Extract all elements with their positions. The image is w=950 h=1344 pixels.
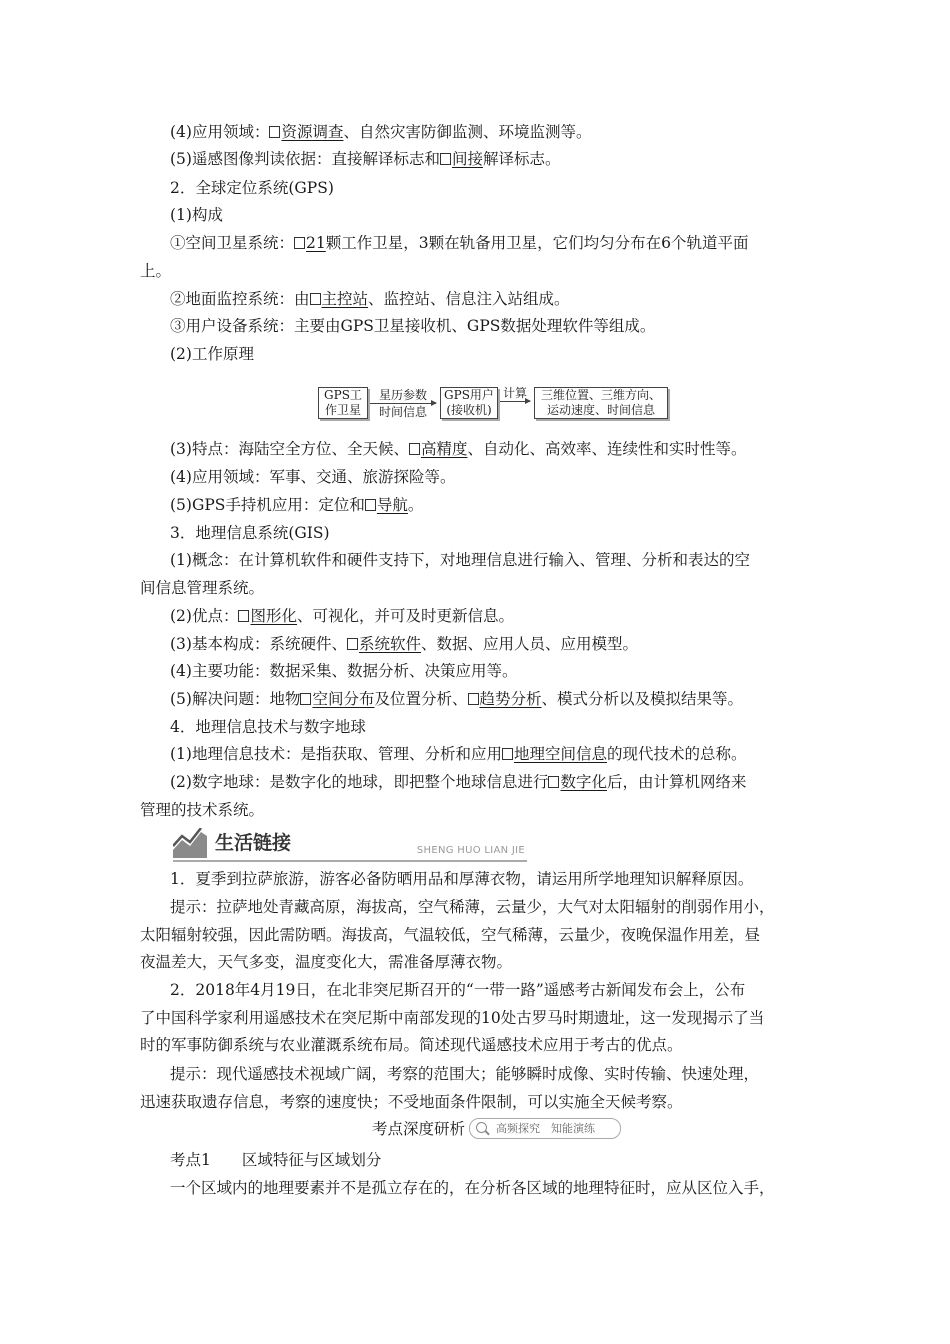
text-line: ②地面监控系统：由 主控站、监控站、信息注入站组成。	[170, 290, 570, 308]
answer-line: 迅速获取遗存信息，考察的速度快；不受地面条件限制，可以实施全天候考察。	[140, 1093, 683, 1111]
question-line: 了中国科学家利用遥感技术在突尼斯中南部发现的10处古罗马时期遗址，这一发现揭示了当	[140, 1009, 765, 1027]
question-line: 2．2018年4月19日，在北非突尼斯召开的“一带一路”遥感考古新闻发布会上，公布	[170, 981, 746, 999]
text-line: (2)优点： 图形化、可视化，并可及时更新信息。	[170, 607, 514, 625]
text-line: (5)解决问题：地物 空间分布及位置分析、 趋势分析、模式分析以及模拟结果等。	[170, 690, 744, 708]
text-line: 管理的技术系统。	[140, 801, 265, 819]
banner-title: 生活链接	[215, 832, 292, 854]
fill-blank-answer: 资源调查	[281, 123, 344, 141]
blank-box-icon	[347, 638, 358, 650]
text-line: (4)应用领域：军事、交通、旅游探险等。	[170, 468, 456, 486]
gps-satellite-node: GPS工 作卫星	[318, 387, 368, 419]
fill-blank-answer: 数字化	[560, 773, 607, 791]
arrow-label-ephemeris: 星历参数	[378, 388, 427, 402]
fill-blank-answer: 导航	[376, 496, 408, 514]
life-link-banner	[173, 826, 527, 862]
blank-box-icon	[548, 776, 559, 788]
blank-box-icon	[294, 237, 305, 249]
gps-receiver-node: GPS用户 (接收机)	[440, 387, 498, 419]
search-icon	[476, 1122, 487, 1133]
blank-box-icon	[502, 748, 513, 760]
text-line: 上。	[140, 262, 172, 280]
fill-blank-answer: 图形化	[250, 607, 297, 625]
blank-box-icon	[300, 693, 311, 705]
fill-blank-answer: 间接	[451, 150, 483, 168]
text-line: (3)特点：海陆空全方位、全天候、 高精度、自动化、高效率、连续性和实时性等。	[170, 440, 747, 458]
question-line: 1．夏季到拉萨旅游，游客必备防晒用品和厚薄衣物，请运用所学地理知识解释原因。	[170, 870, 754, 888]
fill-blank-answer: 空间分布	[312, 690, 375, 708]
fill-blank-answer: 系统软件	[358, 635, 421, 653]
text-line: (3)基本构成：系统硬件、 系统软件、数据、应用人员、应用模型。	[170, 635, 638, 653]
answer-line: 提示：拉萨地处青藏高原，海拔高，空气稀薄，云量少，大气对太阳辐射的削弱作用小，	[170, 898, 775, 916]
answer-line: 提示：现代遥感技术视域广阔，考察的范围大；能够瞬时成像、实时传输、快速处理，	[170, 1065, 760, 1083]
text-line: 间信息管理系统。	[140, 579, 265, 597]
blank-box-icon	[238, 610, 249, 622]
arrow-label-time: 时间信息	[378, 405, 427, 419]
blank-box-icon	[468, 693, 479, 705]
section-pill: 高频探究 知能演练	[469, 1118, 621, 1139]
topic-heading: 考点1 区域特征与区域划分	[170, 1151, 382, 1169]
blank-box-icon	[409, 443, 420, 455]
question-line: 时的军事防御系统与农业灌溉系统布局。简述现代遥感技术应用于考古的优点。	[140, 1036, 683, 1054]
text-line: (1)地理信息技术：是指获取、管理、分析和应用 地理空间信息的现代技术的总称。	[170, 745, 747, 763]
arrow-label-compute: 计算	[502, 386, 527, 400]
text-line: ①空间卫星系统： 21颗工作卫星，3颗在轨备用卫星，它们均匀分布在6个轨道平面	[170, 234, 749, 252]
fill-blank-answer: 21	[306, 234, 326, 252]
subheading: 4．地理信息技术与数字地球	[170, 718, 366, 736]
gps-output-node: 三维位置、三维方向、 运动速度、时间信息	[534, 387, 668, 419]
banner-subtitle: SHENG HUO LIAN JIE	[416, 845, 525, 856]
text-line: (4)应用领域： 资源调查、自然灾害防御监测、环境监测等。	[170, 123, 592, 141]
answer-line: 夜温差大，天气多变，温度变化大，需准备厚薄衣物。	[140, 953, 513, 971]
gps-working-principle-diagram	[318, 385, 670, 421]
text-line: 一个区域内的地理要素并不是孤立存在的，在分析各区域的地理特征时，应从区位入手，	[170, 1179, 775, 1197]
arrow-right-icon	[370, 403, 436, 404]
subheading: 3．地理信息系统(GIS)	[170, 524, 330, 542]
text-line: (1)概念：在计算机软件和硬件支持下，对地理信息进行输入、管理、分析和表达的空	[170, 551, 750, 569]
text-line: (2)工作原理	[170, 345, 254, 363]
text-line: (2)数字地球：是数字化的地球，即把整个地球信息进行 数字化后，由计算机网络来	[170, 773, 747, 791]
subheading: 2．全球定位系统(GPS)	[170, 179, 334, 197]
chart-trend-icon	[173, 828, 207, 858]
blank-box-icon	[365, 499, 376, 511]
text-line: (4)主要功能：数据采集、数据分析、决策应用等。	[170, 662, 518, 680]
fill-blank-answer: 趋势分析	[479, 690, 542, 708]
text-line: (1)构成	[170, 206, 223, 224]
fill-blank-answer: 高精度	[420, 440, 468, 458]
blank-box-icon	[310, 293, 321, 305]
text-line: (5)遥感图像判读依据：直接解译标志和 间接解译标志。	[170, 150, 561, 168]
fill-blank-answer: 主控站	[321, 290, 369, 308]
blank-box-icon	[440, 153, 451, 165]
fill-blank-answer: 地理空间信息	[513, 745, 607, 763]
banner-divider	[173, 860, 527, 862]
arrow-right-icon	[500, 401, 530, 402]
text-line: ③用户设备系统：主要由GPS卫星接收机、GPS数据处理软件等组成。	[170, 317, 656, 335]
text-line: (5)GPS手持机应用：定位和 导航。	[170, 496, 424, 514]
section-title: 考点深度研析	[372, 1120, 466, 1138]
answer-line: 太阳辐射较强，因此需防晒。海拔高，气温较低，空气稀薄，云量少，夜晚保温作用差，昼	[140, 926, 761, 944]
blank-box-icon	[269, 126, 280, 138]
